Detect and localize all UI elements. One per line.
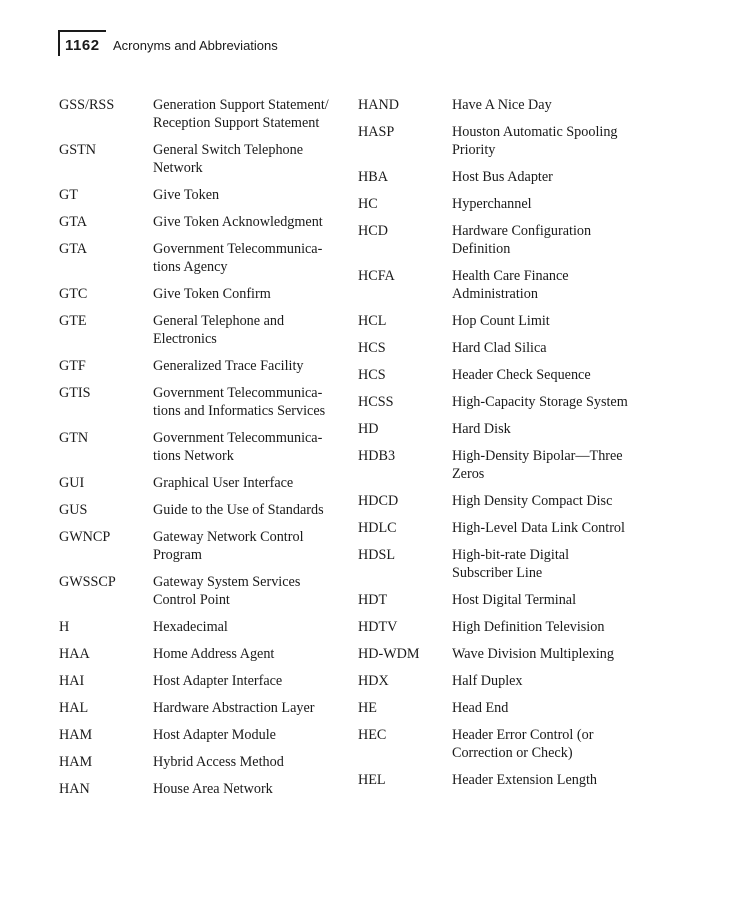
acronym-definition <box>452 168 648 186</box>
acronym-term: HEC <box>358 727 387 743</box>
definition-line: Have A Nice Day <box>452 97 552 113</box>
acronym-term: GTN <box>59 430 89 446</box>
glossary-entry <box>358 393 648 411</box>
acronym-term: HCL <box>358 313 387 329</box>
glossary-entry <box>59 672 349 690</box>
definition-line: Graphical User Interface <box>153 475 294 491</box>
page-number: 1162 <box>65 37 100 54</box>
acronym-definition <box>452 645 648 663</box>
definition-line: Home Address Agent <box>153 646 275 662</box>
glossary-entry <box>59 501 349 519</box>
definition-line: Government Telecommunica- <box>153 385 323 401</box>
acronym-definition <box>452 699 648 717</box>
definition-line: High-Density Bipolar—Three <box>452 448 623 464</box>
definition-line: Half Duplex <box>452 673 523 689</box>
glossary-entry <box>59 312 349 348</box>
acronym-term: GSTN <box>59 142 97 158</box>
definition-line: Government Telecommunica- <box>153 241 323 257</box>
acronym-definition <box>153 240 349 276</box>
acronym-definition <box>153 726 349 744</box>
glossary-entry <box>358 267 648 303</box>
acronym-definition <box>452 123 648 159</box>
acronym-term: HCFA <box>358 268 395 284</box>
definition-line: Houston Automatic Spooling <box>452 124 618 140</box>
definition-line: Host Bus Adapter <box>452 169 553 185</box>
definition-line: Header Error Control (or <box>452 727 594 743</box>
definition-line: Hexadecimal <box>153 619 228 635</box>
definition-line: Hard Clad Silica <box>452 340 547 356</box>
glossary-entry <box>358 168 648 186</box>
acronym-definition <box>452 339 648 357</box>
acronym-definition <box>452 195 648 213</box>
definition-line: Electronics <box>153 331 217 347</box>
definition-line: Give Token <box>153 187 220 203</box>
acronym-term: GTC <box>59 286 88 302</box>
acronym-term: HDCD <box>358 493 399 509</box>
acronym-definition <box>452 492 648 510</box>
glossary-entry <box>59 753 349 771</box>
acronym-term: HDSL <box>358 547 396 563</box>
acronym-definition <box>153 780 349 798</box>
glossary-entry <box>358 726 648 762</box>
definition-line: Correction or Check) <box>452 745 573 761</box>
acronym-term: HAND <box>358 97 399 113</box>
definition-line: Hardware Configuration <box>452 223 592 239</box>
acronym-definition <box>153 285 349 303</box>
definition-line: General Switch Telephone <box>153 142 304 158</box>
glossary-entry <box>59 618 349 636</box>
glossary-entry <box>59 141 349 177</box>
acronym-definition <box>153 96 349 132</box>
definition-line: Hard Disk <box>452 421 511 437</box>
acronym-term: HDX <box>358 673 389 689</box>
acronym-definition <box>153 384 349 420</box>
definition-line: Head End <box>452 700 509 716</box>
acronym-term: HAM <box>59 727 93 743</box>
definition-line: Program <box>153 547 202 563</box>
glossary-entry <box>358 366 648 384</box>
glossary-entry <box>59 357 349 375</box>
definition-line: Header Extension Length <box>452 772 597 788</box>
definition-line: Hop Count Limit <box>452 313 550 329</box>
definition-line: High-Capacity Storage System <box>452 394 628 410</box>
glossary-entry <box>59 726 349 744</box>
running-header <box>58 30 318 56</box>
acronym-definition <box>452 312 648 330</box>
acronym-term: GWNCP <box>59 529 111 545</box>
glossary-entry <box>358 672 648 690</box>
glossary-entry <box>358 195 648 213</box>
acronym-definition <box>153 573 349 609</box>
acronym-definition <box>452 519 648 537</box>
glossary-entry <box>358 618 648 636</box>
acronym-term: HD-WDM <box>358 646 420 662</box>
acronym-term: HAM <box>59 754 93 770</box>
glossary-entry <box>358 123 648 159</box>
glossary-entry <box>358 699 648 717</box>
left-column <box>59 96 349 807</box>
definition-line: House Area Network <box>153 781 273 797</box>
acronym-term: HEL <box>358 772 386 788</box>
definition-line: High-Level Data Link Control <box>452 520 625 536</box>
definition-line: Generalized Trace Facility <box>153 358 304 374</box>
acronym-definition <box>153 528 349 564</box>
acronym-term: GT <box>59 187 78 203</box>
acronym-definition <box>153 429 349 465</box>
acronym-term: HCS <box>358 367 386 383</box>
acronym-term: GTF <box>59 358 86 374</box>
definition-line: Administration <box>452 286 538 302</box>
acronym-definition <box>153 672 349 690</box>
glossary-entry <box>358 645 648 663</box>
definition-line: Host Adapter Interface <box>153 673 283 689</box>
acronym-term: HBA <box>358 169 388 185</box>
glossary-entry <box>358 546 648 582</box>
acronym-definition <box>452 672 648 690</box>
acronym-definition <box>452 393 648 411</box>
acronym-definition <box>452 222 648 258</box>
acronym-term: HE <box>358 700 377 716</box>
definition-line: Control Point <box>153 592 230 608</box>
acronym-definition <box>452 96 648 114</box>
acronym-term: H <box>59 619 70 635</box>
definition-line: Government Telecommunica- <box>153 430 323 446</box>
glossary-entry <box>59 285 349 303</box>
acronym-definition <box>452 546 648 582</box>
glossary-entry <box>358 420 648 438</box>
definition-line: Header Check Sequence <box>452 367 591 383</box>
definition-line: Generation Support Statement/ <box>153 97 329 113</box>
glossary-entry <box>59 186 349 204</box>
definition-line: Health Care Finance <box>452 268 569 284</box>
acronym-definition <box>452 618 648 636</box>
glossary-entry <box>59 213 349 231</box>
glossary-entry <box>59 528 349 564</box>
definition-line: Hybrid Access Method <box>153 754 284 770</box>
glossary-entry <box>358 519 648 537</box>
acronym-definition <box>153 753 349 771</box>
acronym-term: GSS/RSS <box>59 97 115 113</box>
acronym-definition <box>153 312 349 348</box>
definition-line: Gateway System Services <box>153 574 301 590</box>
definition-line: tions Agency <box>153 259 228 275</box>
glossary-entry <box>358 339 648 357</box>
acronym-term: HCSS <box>358 394 394 410</box>
definition-line: Network <box>153 160 203 176</box>
acronym-term: GTIS <box>59 385 91 401</box>
glossary-entry <box>358 222 648 258</box>
glossary-entry <box>59 240 349 276</box>
glossary-entry <box>59 645 349 663</box>
acronym-definition <box>153 474 349 492</box>
acronym-definition <box>153 141 349 177</box>
glossary-entry <box>59 573 349 609</box>
glossary-entry <box>358 312 648 330</box>
acronym-term: HCD <box>358 223 388 239</box>
acronym-term: HCS <box>358 340 386 356</box>
definition-line: Reception Support Statement <box>153 115 320 131</box>
definition-line: Priority <box>452 142 496 158</box>
acronym-definition <box>452 771 648 789</box>
definition-line: Zeros <box>452 466 485 482</box>
acronym-term: GTA <box>59 214 88 230</box>
acronym-term: HDB3 <box>358 448 396 464</box>
acronym-definition <box>452 366 648 384</box>
glossary-entry <box>358 447 648 483</box>
acronym-definition <box>452 447 648 483</box>
definition-line: High-bit-rate Digital <box>452 547 570 563</box>
definition-line: Give Token Confirm <box>153 286 271 302</box>
definition-line: High Density Compact Disc <box>452 493 613 509</box>
glossary-entry <box>59 96 349 132</box>
definition-line: Subscriber Line <box>452 565 543 581</box>
acronym-definition <box>153 699 349 717</box>
definition-line: Gateway Network Control <box>153 529 304 545</box>
header-rule-vertical <box>58 30 60 56</box>
acronym-term: HAA <box>59 646 90 662</box>
acronym-term: HDT <box>358 592 388 608</box>
glossary-entry <box>358 492 648 510</box>
acronym-definition <box>153 618 349 636</box>
glossary-entry <box>59 474 349 492</box>
header-rule-horizontal <box>58 30 106 32</box>
definition-line: Give Token Acknowledgment <box>153 214 323 230</box>
acronym-definition <box>153 213 349 231</box>
acronym-definition <box>452 591 648 609</box>
acronym-definition <box>452 420 648 438</box>
definition-line: Guide to the Use of Standards <box>153 502 324 518</box>
glossary-entry <box>358 771 648 789</box>
acronym-term: GUI <box>59 475 85 491</box>
acronym-definition <box>452 267 648 303</box>
glossary-entry <box>59 699 349 717</box>
acronym-term: GUS <box>59 502 88 518</box>
definition-line: tions and Informatics Services <box>153 403 326 419</box>
acronym-term: HDTV <box>358 619 398 635</box>
glossary-entry <box>358 96 648 114</box>
acronym-term: HASP <box>358 124 395 140</box>
acronym-definition <box>153 186 349 204</box>
definition-line: Hardware Abstraction Layer <box>153 700 315 716</box>
definition-line: General Telephone and <box>153 313 285 329</box>
definition-line: Definition <box>452 241 511 257</box>
acronym-term: GWSSCP <box>59 574 116 590</box>
acronym-term: HC <box>358 196 378 212</box>
acronym-term: HAL <box>59 700 89 716</box>
glossary-entry <box>59 429 349 465</box>
running-title: Acronyms and Abbreviations <box>113 38 278 53</box>
definition-line: Host Adapter Module <box>153 727 276 743</box>
acronym-definition <box>153 501 349 519</box>
definition-line: Host Digital Terminal <box>452 592 577 608</box>
acronym-term: GTE <box>59 313 87 329</box>
glossary-entry <box>59 384 349 420</box>
acronym-term: GTA <box>59 241 88 257</box>
acronym-term: HD <box>358 421 379 437</box>
acronym-term: HAN <box>59 781 90 797</box>
definition-line: Wave Division Multiplexing <box>452 646 614 662</box>
acronym-definition <box>153 357 349 375</box>
glossary-entry <box>358 591 648 609</box>
definition-line: tions Network <box>153 448 234 464</box>
definition-line: Hyperchannel <box>452 196 532 212</box>
definition-line: High Definition Television <box>452 619 605 635</box>
acronym-term: HAI <box>59 673 85 689</box>
acronym-term: HDLC <box>358 520 397 536</box>
glossary-entry <box>59 780 349 798</box>
acronym-definition <box>452 726 648 762</box>
right-column <box>358 96 648 798</box>
acronym-definition <box>153 645 349 663</box>
